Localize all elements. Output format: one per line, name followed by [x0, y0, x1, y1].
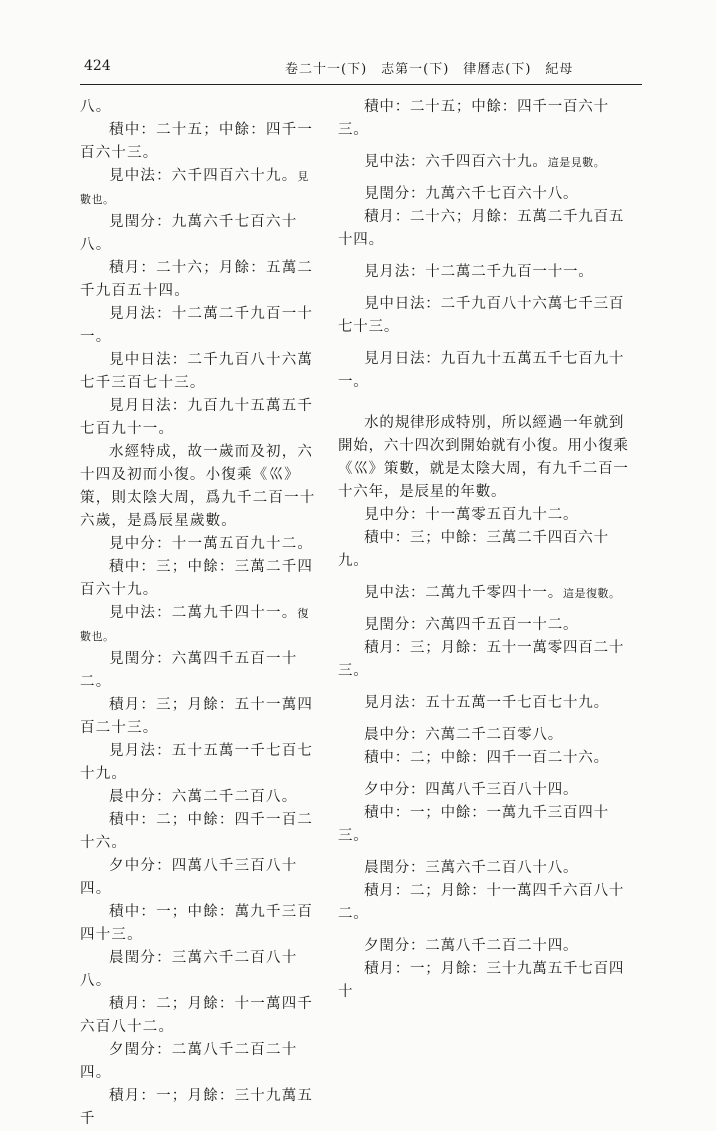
paragraph-text: 見月日法：九百九十五萬五千七百九十一。 — [338, 351, 625, 390]
paragraph-text: 見中分：十一萬零五百九十二。 — [364, 507, 579, 523]
translation-paragraph — [338, 880, 638, 926]
classical-paragraph — [80, 96, 316, 119]
translation-paragraph — [338, 692, 638, 715]
page-header — [80, 58, 640, 82]
paragraph-text: 夕中分：四萬八千三百八十四。 — [80, 858, 298, 897]
paragraph-text: 積中：三；中餘：三萬二千四百六十九。 — [338, 530, 609, 569]
translation-column — [338, 96, 638, 1004]
classical-paragraph — [80, 740, 316, 786]
paragraph-text: 積月：二十六；月餘：五萬二千九百五十四。 — [80, 260, 314, 299]
paragraph-text: 見中法：二萬九千零四十一。 — [364, 585, 563, 601]
paragraph-text: 積中：二；中餘：四千一百二十六。 — [80, 812, 314, 851]
classical-paragraph — [80, 1085, 316, 1131]
classical-paragraph — [80, 257, 316, 303]
paragraph-text: 見中法：六千四百六十九。 — [364, 154, 548, 170]
paragraph-text: 見月法：五十五萬一千七百七十九。 — [364, 695, 609, 711]
translation-paragraph — [338, 151, 638, 174]
paragraph-text: 見中法：二萬九千四十一。 — [109, 605, 298, 621]
classical-paragraph — [80, 556, 316, 602]
paragraph-text: 見閏分：六萬四千五百一十二。 — [364, 617, 579, 633]
paragraph-text: 積中：二十五；中餘：四千一百六十三。 — [338, 99, 609, 138]
paragraph-text: 積月：三；月餘：五十一萬零四百二十三。 — [338, 640, 625, 679]
translation-paragraph — [338, 582, 638, 605]
paragraph-text: 積月：三；月餘：五十一萬四百二十三。 — [80, 697, 314, 736]
classical-paragraph — [80, 303, 316, 349]
paragraph-text: 晨中分：六萬二千二百零八。 — [364, 727, 563, 743]
paragraph-text: 見閏分：六萬四千五百一十二。 — [80, 651, 298, 690]
translation-paragraph — [338, 293, 638, 339]
classical-paragraph — [80, 786, 316, 809]
inline-annotation: 這是復數。 — [563, 587, 621, 600]
paragraph-text: 夕閏分：二萬八千二百二十四。 — [364, 938, 579, 954]
classical-paragraph — [80, 395, 316, 441]
paragraph-text: 八。 — [80, 99, 112, 115]
inline-annotation: 見數也。 — [80, 170, 309, 206]
translation-paragraph — [338, 857, 638, 880]
classical-paragraph — [80, 855, 316, 901]
translation-paragraph — [338, 779, 638, 802]
paragraph-text: 見月法：五十五萬一千七百七十九。 — [80, 743, 314, 782]
translation-paragraph — [338, 724, 638, 747]
classical-paragraph — [80, 349, 316, 395]
classical-paragraph — [80, 901, 316, 947]
classical-text-column — [80, 96, 316, 1131]
inline-annotation: 這是見數。 — [547, 156, 606, 169]
translation-paragraph — [338, 527, 638, 573]
paragraph-text: 水的規律形成特別，所以經過一年就到開始，六十四次到開始就有小復。用小復乘《巛》策數，就是太陰大周，有九千二百一十六年，是辰星的年數。 — [338, 415, 629, 500]
paragraph-text: 見閏分：九萬六千七百六十八。 — [80, 214, 298, 253]
paragraph-text: 積月：二；月餘：十一萬四千六百八十二。 — [80, 996, 314, 1035]
translation-paragraph — [338, 802, 638, 848]
classical-paragraph — [80, 533, 316, 556]
paragraph-text: 晨閏分：三萬六千二百八十八。 — [80, 950, 298, 989]
paragraph-text: 積中：一；中餘：一萬九千三百四十三。 — [338, 805, 609, 844]
paragraph-text: 積月：一；月餘：三十九萬五千七百四十 — [338, 961, 625, 1000]
paragraph-text: 見月法：十二萬二千九百一十一。 — [80, 306, 314, 345]
paragraph-text: 夕閏分：二萬八千二百二十四。 — [80, 1042, 298, 1081]
inline-annotation: 復數也。 — [80, 607, 309, 643]
paragraph-text: 積中：二；中餘：四千一百二十六。 — [364, 750, 609, 766]
paragraph-text: 積中：一；中餘：萬九千三百四十三。 — [80, 904, 314, 943]
translation-paragraph — [338, 958, 638, 1004]
paragraph-text: 積中：二十五；中餘：四千一百六十三。 — [80, 122, 314, 161]
classical-paragraph — [80, 165, 316, 211]
header-rule — [80, 84, 642, 85]
page-number: 424 — [84, 58, 111, 74]
classical-paragraph — [80, 441, 316, 533]
paragraph-text: 見月法：十二萬二千九百一十一。 — [364, 264, 594, 280]
translation-paragraph — [338, 348, 638, 394]
classical-paragraph — [80, 602, 316, 648]
paragraph-text: 積中：三；中餘：三萬二千四百六十九。 — [80, 559, 314, 598]
translation-paragraph — [338, 747, 638, 770]
paragraph-text: 見中日法：二千九百八十六萬七千三百七十三。 — [338, 296, 625, 335]
paragraph-text: 晨中分：六萬二千二百八。 — [109, 789, 298, 805]
paragraph-text: 水經特成，故一歲而及初，六十四及初而小復。小復乘《巛》策，則太陰大周，爲九千二百一十六歲，是爲辰星歲數。 — [80, 444, 316, 529]
paragraph-text: 見中日法：二千九百八十六萬七千三百七十三。 — [80, 352, 314, 391]
translation-paragraph — [338, 614, 638, 637]
classical-paragraph — [80, 1039, 316, 1085]
classical-paragraph — [80, 809, 316, 855]
paragraph-text: 夕中分：四萬八千三百八十四。 — [364, 782, 579, 798]
paragraph-text: 見閏分：九萬六千七百六十八。 — [364, 186, 579, 202]
paragraph-text: 晨閏分：三萬六千二百八十八。 — [364, 860, 579, 876]
paragraph-text: 見中分：十一萬五百九十二。 — [109, 536, 314, 552]
translation-paragraph — [338, 206, 638, 252]
paragraph-text: 積月：一；月餘：三十九萬五千 — [80, 1088, 314, 1127]
paragraph-text: 見中法：六千四百六十九。 — [109, 168, 298, 184]
translation-paragraph — [338, 504, 638, 527]
classical-paragraph — [80, 648, 316, 694]
paragraph-text: 積月：二十六；月餘：五萬二千九百五十四。 — [338, 209, 625, 248]
classical-paragraph — [80, 119, 316, 165]
running-head: 卷二十一(下) 志第一(下) 律曆志(下) 紀母 — [285, 62, 574, 77]
classical-paragraph — [80, 947, 316, 993]
translation-paragraph — [338, 96, 638, 142]
translation-paragraph — [338, 412, 638, 504]
paragraph-text: 積月：二；月餘：十一萬四千六百八十二。 — [338, 883, 625, 922]
paragraph-text: 見月日法：九百九十五萬五千七百九十一。 — [80, 398, 314, 437]
translation-paragraph — [338, 935, 638, 958]
classical-paragraph — [80, 211, 316, 257]
classical-paragraph — [80, 694, 316, 740]
translation-paragraph — [338, 261, 638, 284]
translation-paragraph — [338, 183, 638, 206]
translation-paragraph — [338, 637, 638, 683]
